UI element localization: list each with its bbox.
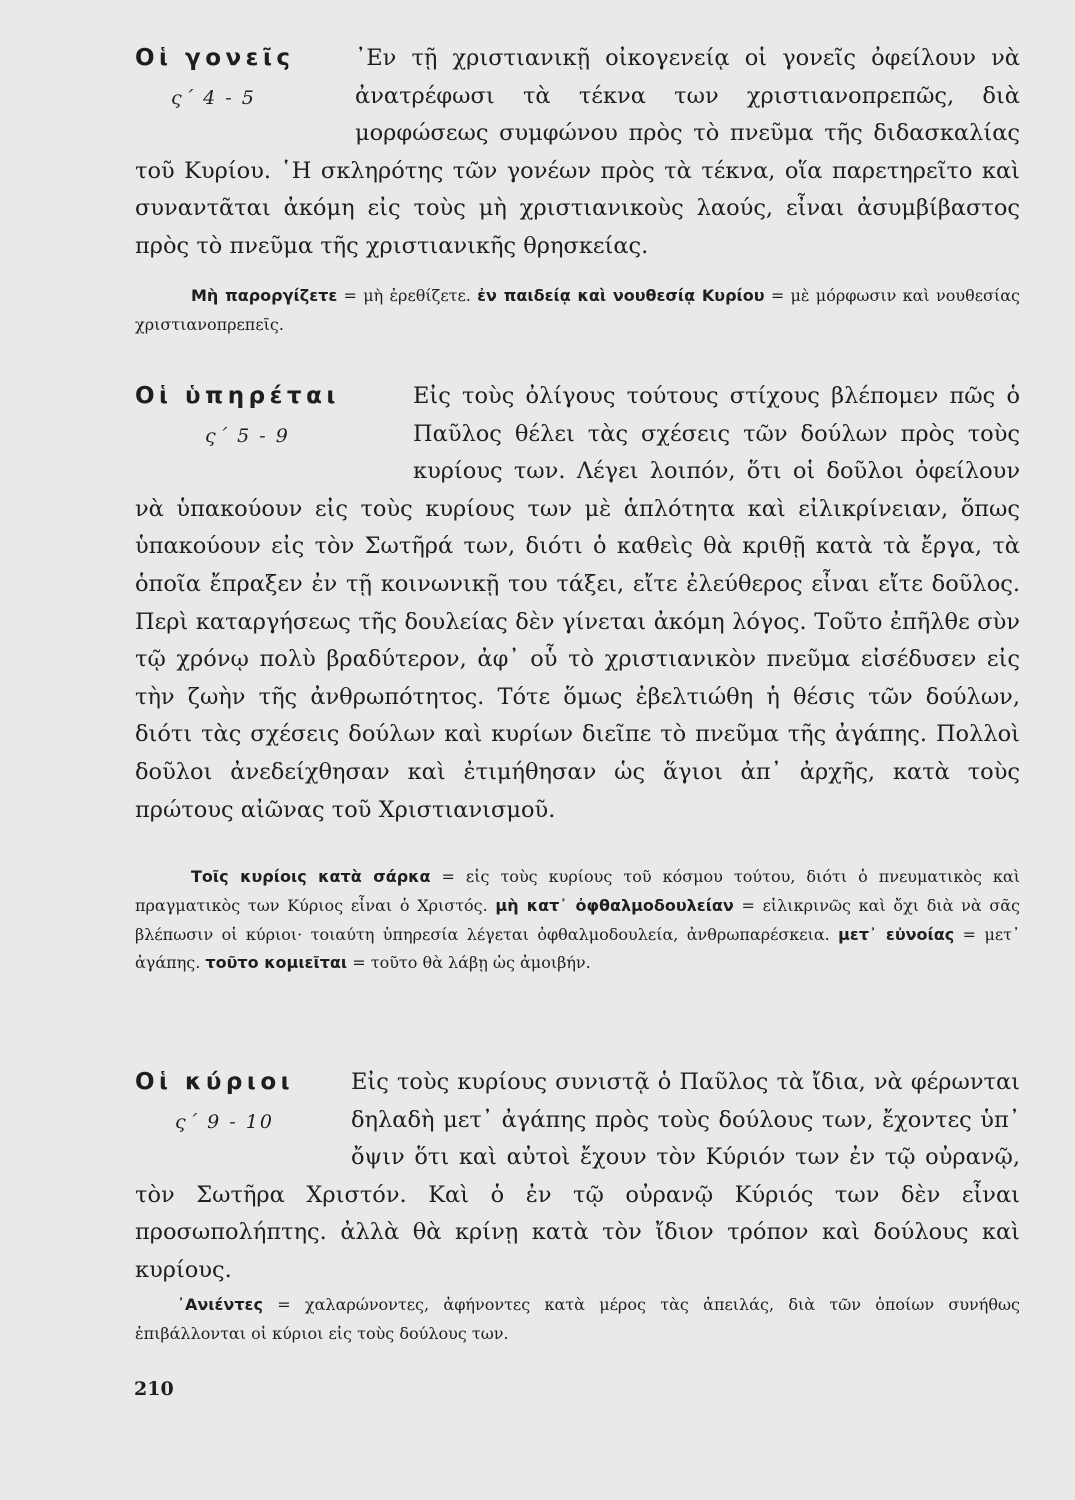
verse-reference: ς΄ 9 - 10 [175,1111,274,1133]
section-heading: Οἱ ὑπηρέται [135,383,340,409]
verse-reference: ς΄ 5 - 9 [205,425,290,447]
section-heading: Οἱ κύριοι [135,1069,295,1095]
section-masters [135,1064,1020,1290]
footnote-servants [135,863,1020,978]
section-body: Εἰς τοὺς ὀλίγους τούτους στίχους βλέπομεν πῶς ὁ Παῦλος θέλει τὰς σχέσεις τῶν δούλων πρὸς τοὺς κυρίους των. Λέγει λοιπόν, ὅτι οἱ δοῦλοι ὀφείλουν νὰ ὑπακούουν εἰς τοὺς κυρίους των μὲ ἁπλότητα καὶ εἰλικρίνειαν, ὅπως ὑπακούουν εἰς τὸν Σωτῆρά των, διότι ὁ καθεὶς θὰ κριθῇ κατὰ τὰ ἔργα, τὰ ὁποῖα ἔπραξεν ἐν τῇ κοινωνικῇ του τάξει, εἴτε ἐλεύθερος εἶναι εἴτε δοῦλος. Περὶ καταργήσεως τῆς δουλείας δὲν γίνεται ἀκόμη λόγος. Τοῦτο ἐπῆλθε σὺν τῷ χρόνῳ πολὺ βραδύτερον, ἀφ᾿ οὗ τὸ χριστιανικὸν πνεῦμα εἰσέδυσεν εἰς τὴν ζωὴν τῆς ἀνθρωπότητος. Τότε ὅμως ἐβελτιώθη ἡ θέσις τῶν δούλων, διότι τὰς σχέσεις δούλων καὶ κυρίων διεῖπε τὸ πνεῦμα τῆς ἀγάπης. Πολλοὶ δοῦλοι ἀνεδείχθησαν καὶ ἐτιμήθησαν ὡς ἅγιοι ἀπ᾿ ἀρχῆς, κατὰ τοὺς πρώτους αἰῶνας τοῦ Χριστιανισμοῦ. [135,383,1020,823]
section-body: ᾿Εν τῇ χριστιανικῇ οἰκογενείᾳ οἱ γονεῖς ὀφείλουν νὰ ἀνατρέφωσι τὰ τέκνα των χριστιανοπρεπῶς, διὰ μορφώσεως συμφώνου πρὸς τὸ πνεῦμα τῆς διδασκαλίας τοῦ Κυρίου. ῾Η σκληρότης τῶν γονέων πρὸς τὰ τέκνα, οἵα παρετηρεῖτο καὶ συναντᾶται ἀκόμη εἰς τοὺς μὴ χριστιανικοὺς λαούς, εἶναι ἀσυμβίβαστος πρὸς τὸ πνεῦμα τῆς χριστιανικῆς θρησκείας. [135,45,1020,259]
note-definition: = εἰλικρινῶς καὶ ὄχι διὰ νὰ σᾶς βλέπωσιν οἱ κύριοι· τοιαύτη ὑπηρεσία λέγεται ὀφθαλμοδουλεία, ἀνθρωπαρέσκεια. [135,895,1021,944]
note-term: Μὴ παροργίζετε [191,286,338,305]
page-number: 210 [134,1378,174,1400]
footnote-parents [135,282,1020,340]
section-body: Εἰς τοὺς κυρίους συνιστᾷ ὁ Παῦλος τὰ ἴδια, νὰ φέρωνται δηλαδὴ μετ᾿ ἀγάπης πρὸς τοὺς δούλους των, ἔχοντες ὑπ᾿ ὄψιν ὅτι καὶ αὐτοὶ ἔχουν τὸν Κύριόν των ἐν τῷ οὐρανῷ, τὸν Σωτῆρα Χριστόν. Καὶ ὁ ἐν τῷ οὐρανῷ Κύριός των δὲν εἶναι προσωπολήπτης. ἀλλὰ θὰ κρίνῃ κατὰ τὸν ἴδιον τρόπον καὶ δούλους καὶ κυρίους. [135,1069,1020,1283]
section-parents [135,40,1020,266]
note-term: μετ᾿ εὐνοίας [838,924,955,944]
note-term: τοῦτο κομιεῖται [205,953,348,973]
note-term: ἐν παιδείᾳ καὶ νουθεσίᾳ Κυρίου [477,286,765,305]
note-definition: = μὴ ἐρεθίζετε. [337,286,478,305]
section-heading-block [135,1064,351,1176]
note-term: ᾿Ανιέντες [177,1295,263,1314]
footnote-masters [135,1291,1020,1349]
note-term: Τοῖς κυρίοις κατὰ σάρκα [191,867,431,886]
note-term: μὴ κατ᾿ ὀφθαλμοδουλείαν [495,895,734,915]
section-servants [135,378,1020,829]
note-definition: = μὲ μόρφωσιν καὶ νουθεσίας χριστιανοπρεπεῖς. [135,286,1021,334]
note-definition: = μετ᾿ ἀγάπης. [135,924,1020,973]
section-heading-block [135,378,413,490]
note-definition: = τοῦτο θὰ λάβῃ ὡς ἀμοιβήν. [347,953,591,973]
section-heading-block [135,40,355,152]
note-definition: = χαλαρώνοντες, ἀφήνοντες κατὰ μέρος τὰς ἀπειλάς, διὰ τῶν ὁποίων συνήθως ἐπιβάλλονται οἱ κύριοι εἰς τοὺς δούλους των. [135,1295,1020,1343]
verse-reference: ς΄ 4 - 5 [171,87,256,109]
section-heading: Οἱ γονεῖς [135,45,295,71]
note-definition: = εἰς τοὺς κυρίους τοῦ κόσμου τούτου, διότι ὁ πνευματικὸς καὶ πραγματικὸς των Κύριος εἶναι ὁ Χριστός. [135,867,1020,915]
